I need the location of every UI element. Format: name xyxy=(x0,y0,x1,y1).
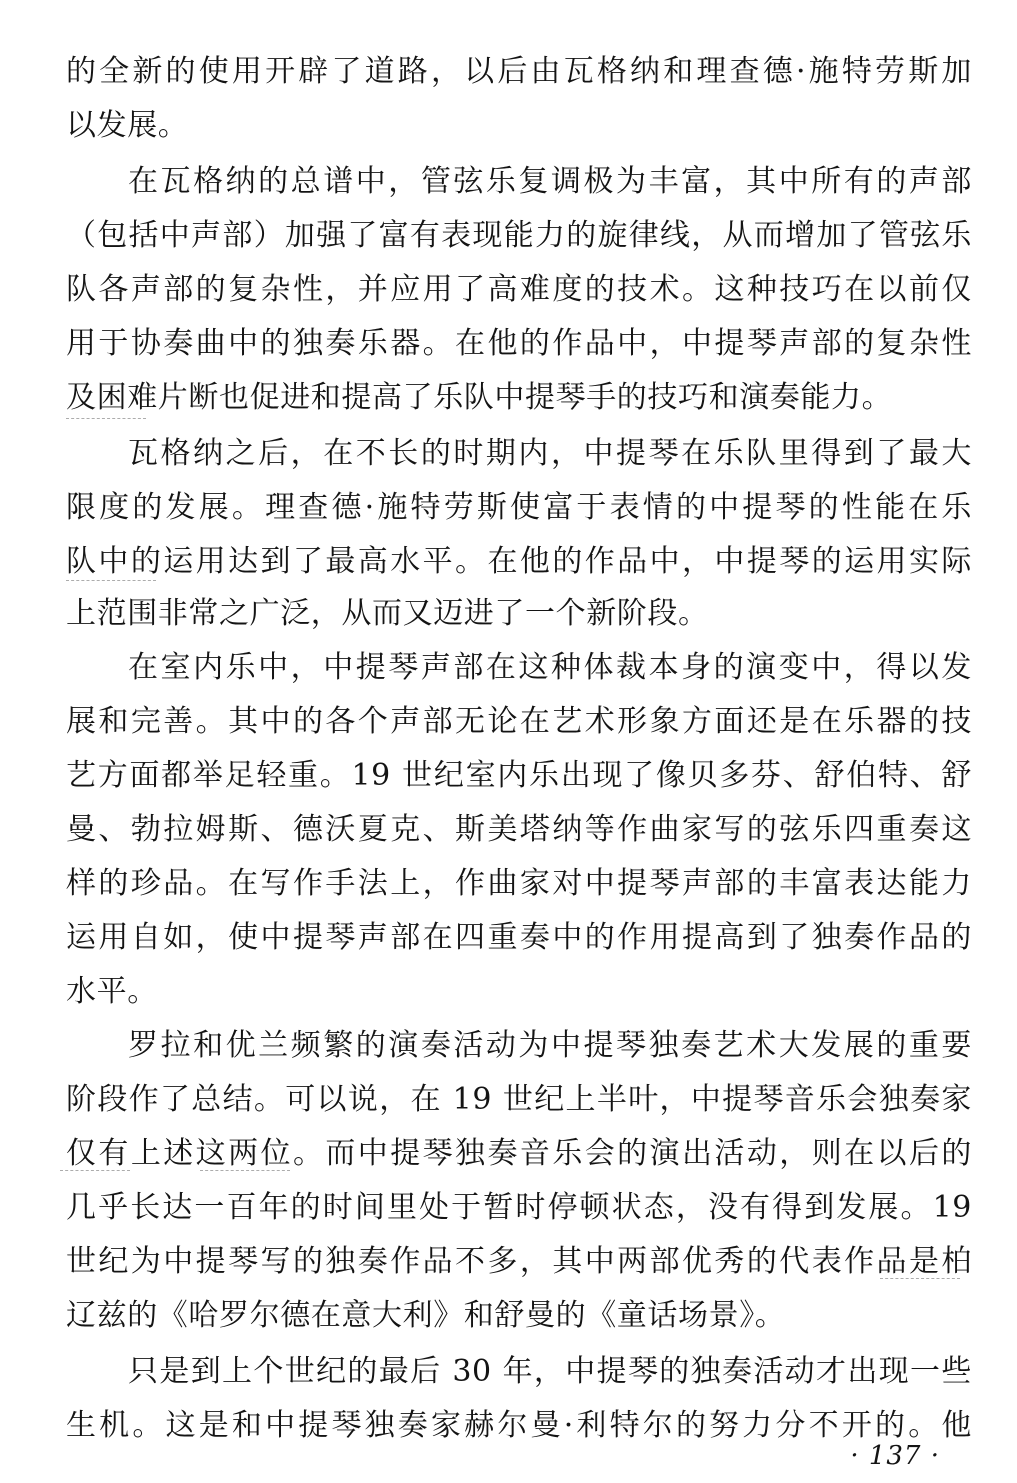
scan-mark xyxy=(60,1170,130,1171)
text-line: 曼、勃拉姆斯、德沃夏克、斯美塔纳等作曲家写的弦乐四重奏这 xyxy=(66,812,972,847)
scan-mark xyxy=(66,418,146,419)
page-number: · 137 · xyxy=(850,1441,940,1471)
text-line: 的全新的使用开辟了道路，以后由瓦格纳和理查德·施特劳斯加 xyxy=(66,54,972,89)
text-line: 及困难片断也促进和提高了乐队中提琴手的技巧和演奏能力。 xyxy=(66,380,893,415)
text-line: （包括中声部）加强了富有表现能力的旋律线，从而增加了管弦乐 xyxy=(66,218,972,253)
scan-mark xyxy=(880,1278,960,1279)
text-line: 限度的发展。理查德·施特劳斯使富于表情的中提琴的性能在乐 xyxy=(66,490,972,525)
text-line: 展和完善。其中的各个声部无论在艺术形象方面还是在乐器的技 xyxy=(66,704,972,739)
text-line: 阶段作了总结。可以说，在 19 世纪上半叶，中提琴音乐会独奏家 xyxy=(66,1082,972,1117)
text-line: 仅有上述这两位。而中提琴独奏音乐会的演出活动，则在以后的 xyxy=(66,1136,972,1171)
text-line: 艺方面都举足轻重。19 世纪室内乐出现了像贝多芬、舒伯特、舒 xyxy=(66,758,972,793)
text-line: 世纪为中提琴写的独奏作品不多，其中两部优秀的代表作品是柏 xyxy=(66,1244,972,1279)
text-line: 几乎长达一百年的时间里处于暂时停顿状态，没有得到发展。19 xyxy=(66,1190,972,1225)
text-line: 辽兹的《哈罗尔德在意大利》和舒曼的《童话场景》。 xyxy=(66,1298,786,1333)
text-line: 上范围非常之广泛，从而又迈进了一个新阶段。 xyxy=(66,596,709,631)
text-line: 在室内乐中，中提琴声部在这种体裁本身的演变中，得以发 xyxy=(128,650,972,685)
text-line: 队中的运用达到了最高水平。在他的作品中，中提琴的运用实际 xyxy=(66,544,972,579)
text-line: 用于协奏曲中的独奏乐器。在他的作品中，中提琴声部的复杂性 xyxy=(66,326,972,361)
text-line: 队各声部的复杂性，并应用了高难度的技术。这种技巧在以前仅 xyxy=(66,272,972,307)
scan-mark xyxy=(200,1170,290,1171)
text-line: 只是到上个世纪的最后 30 年，中提琴的独奏活动才出现一些 xyxy=(128,1354,972,1389)
scan-mark xyxy=(66,580,156,581)
text-line: 样的珍品。在写作手法上，作曲家对中提琴声部的丰富表达能力 xyxy=(66,866,972,901)
text-line: 水平。 xyxy=(66,974,158,1009)
text-line: 在瓦格纳的总谱中，管弦乐复调极为丰富，其中所有的声部 xyxy=(128,164,972,199)
text-line: 以发展。 xyxy=(66,108,189,143)
text-line: 运用自如，使中提琴声部在四重奏中的作用提高到了独奏作品的 xyxy=(66,920,972,955)
text-line: 罗拉和优兰频繁的演奏活动为中提琴独奏艺术大发展的重要 xyxy=(128,1028,972,1063)
text-line: 瓦格纳之后，在不长的时期内，中提琴在乐队里得到了最大 xyxy=(128,436,972,471)
text-line: 生机。这是和中提琴独奏家赫尔曼·利特尔的努力分不开的。他 xyxy=(66,1408,972,1443)
